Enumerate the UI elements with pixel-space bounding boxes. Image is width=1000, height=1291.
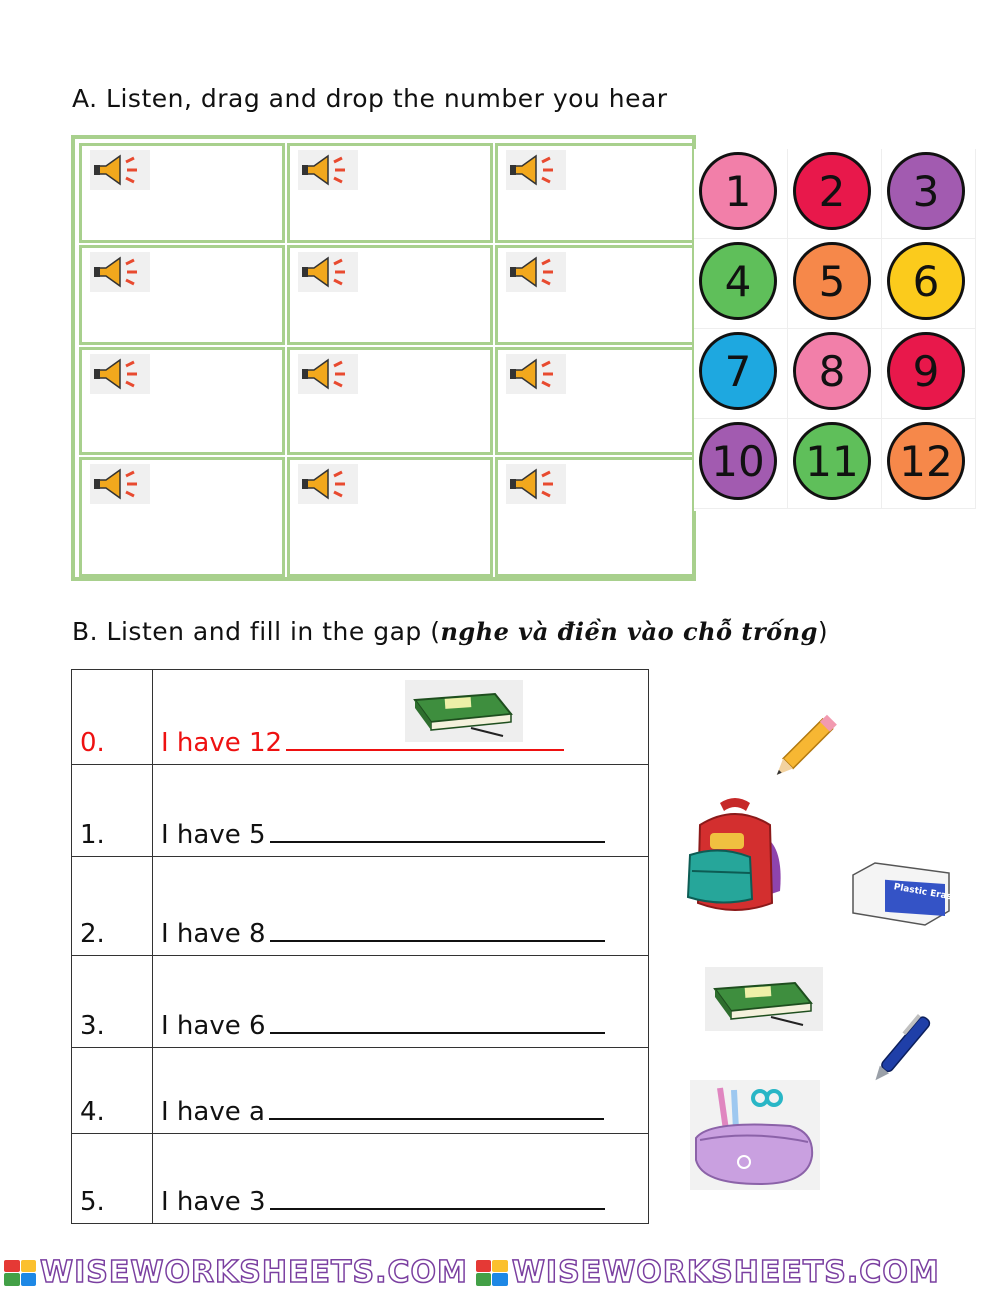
number-circle[interactable]: 12 <box>887 422 965 500</box>
row-sentence <box>153 765 649 857</box>
speaker-icon[interactable] <box>506 252 566 292</box>
number-tile[interactable] <box>694 329 788 419</box>
row-sentence-text: I have 6 <box>161 1011 266 1041</box>
number-tile[interactable] <box>882 419 976 509</box>
row-sentence-text: I have 12 <box>161 728 283 758</box>
row-number: 5. <box>72 1134 153 1224</box>
row-number: 4. <box>72 1048 153 1134</box>
fill-gap-table <box>71 669 649 1224</box>
speaker-icon[interactable] <box>90 252 150 292</box>
audio-drop-cell[interactable] <box>495 347 695 455</box>
number-circle[interactable]: 1 <box>699 152 777 230</box>
number-circle[interactable]: 2 <box>793 152 871 230</box>
audio-drop-cell[interactable] <box>287 245 493 345</box>
table-row <box>72 765 649 857</box>
audio-drop-cell[interactable] <box>79 143 285 243</box>
pencil-icon[interactable] <box>770 705 850 780</box>
audio-drop-cell[interactable] <box>79 457 285 577</box>
audio-drop-cell[interactable] <box>495 457 695 577</box>
number-tile[interactable] <box>882 239 976 329</box>
audio-drop-cell[interactable] <box>287 347 493 455</box>
section-b-heading <box>72 617 828 646</box>
watermark-text: WISEWORKSHEETS.COM <box>511 1255 940 1290</box>
number-tile[interactable] <box>882 149 976 239</box>
number-circle[interactable]: 5 <box>793 242 871 320</box>
number-tile[interactable] <box>788 419 882 509</box>
row-sentence <box>153 1048 649 1134</box>
watermark-logo-icon <box>476 1260 508 1286</box>
eraser-icon[interactable] <box>845 855 964 935</box>
row-sentence <box>153 956 649 1048</box>
answer-blank[interactable] <box>270 1028 605 1034</box>
audio-drop-cell[interactable] <box>79 347 285 455</box>
backpack-icon[interactable] <box>680 795 790 920</box>
row-sentence-text: I have 3 <box>161 1187 266 1217</box>
speaker-icon[interactable] <box>506 150 566 190</box>
section-b-heading-vn: nghe và điền vào chỗ trống <box>440 617 818 646</box>
row-sentence <box>153 857 649 956</box>
speaker-icon[interactable] <box>298 150 358 190</box>
number-circle[interactable]: 9 <box>887 332 965 410</box>
row-number: 1. <box>72 765 153 857</box>
audio-drop-cell[interactable] <box>495 143 695 243</box>
answer-blank[interactable] <box>270 1204 605 1210</box>
number-tile[interactable] <box>788 239 882 329</box>
speaker-icon[interactable] <box>506 354 566 394</box>
speaker-icon[interactable] <box>90 150 150 190</box>
book-icon[interactable] <box>705 967 823 1031</box>
audio-drop-cell[interactable] <box>287 143 493 243</box>
speaker-icon[interactable] <box>506 464 566 504</box>
section-b-heading-prefix: B. Listen and fill in the gap ( <box>72 617 441 646</box>
audio-drop-cell[interactable] <box>287 457 493 577</box>
number-tile[interactable] <box>788 149 882 239</box>
table-row <box>72 670 649 765</box>
book-icon <box>405 680 523 742</box>
speaker-icon[interactable] <box>298 252 358 292</box>
number-circle[interactable]: 4 <box>699 242 777 320</box>
watermark-2 <box>476 1255 940 1290</box>
answer-blank[interactable] <box>270 837 605 843</box>
table-row <box>72 1048 649 1134</box>
table-row <box>72 956 649 1048</box>
watermark-logo-icon <box>4 1260 36 1286</box>
pencil-case-icon[interactable] <box>690 1080 820 1190</box>
speaker-icon[interactable] <box>298 354 358 394</box>
watermark-text: WISEWORKSHEETS.COM <box>40 1255 468 1290</box>
speaker-icon[interactable] <box>90 354 150 394</box>
number-circle[interactable]: 10 <box>699 422 777 500</box>
row-sentence-text: I have 8 <box>161 919 266 949</box>
row-number: 2. <box>72 857 153 956</box>
answer-blank[interactable] <box>286 745 564 751</box>
row-sentence <box>153 670 649 765</box>
audio-drop-grid <box>71 135 696 581</box>
answer-blank[interactable] <box>269 1114 604 1120</box>
speaker-icon[interactable] <box>90 464 150 504</box>
audio-drop-cell[interactable] <box>79 245 285 345</box>
footer-watermark <box>0 1254 1000 1291</box>
number-tile[interactable] <box>788 329 882 419</box>
table-row <box>72 1134 649 1224</box>
number-tiles-panel <box>694 149 976 511</box>
number-tile[interactable] <box>694 149 788 239</box>
row-sentence-text: I have a <box>161 1097 265 1127</box>
answer-blank[interactable] <box>270 936 605 942</box>
row-number: 3. <box>72 956 153 1048</box>
number-circle[interactable]: 7 <box>699 332 777 410</box>
section-b-heading-suffix: ) <box>817 617 829 646</box>
eraser-label: Plastic Eraser <box>892 882 964 905</box>
number-circle[interactable]: 11 <box>793 422 871 500</box>
section-a-heading: A. Listen, drag and drop the number you hear <box>72 84 668 113</box>
row-sentence <box>153 1134 649 1224</box>
number-circle[interactable]: 6 <box>887 242 965 320</box>
table-row <box>72 857 649 956</box>
row-sentence-text: I have 5 <box>161 820 266 850</box>
pen-icon[interactable] <box>855 995 955 1095</box>
audio-drop-cell[interactable] <box>495 245 695 345</box>
watermark-1 <box>4 1255 468 1290</box>
number-tile[interactable] <box>694 419 788 509</box>
speaker-icon[interactable] <box>298 464 358 504</box>
number-circle[interactable]: 8 <box>793 332 871 410</box>
number-tile[interactable] <box>694 239 788 329</box>
row-number: 0. <box>72 670 153 765</box>
number-tile[interactable] <box>882 329 976 419</box>
number-circle[interactable]: 3 <box>887 152 965 230</box>
